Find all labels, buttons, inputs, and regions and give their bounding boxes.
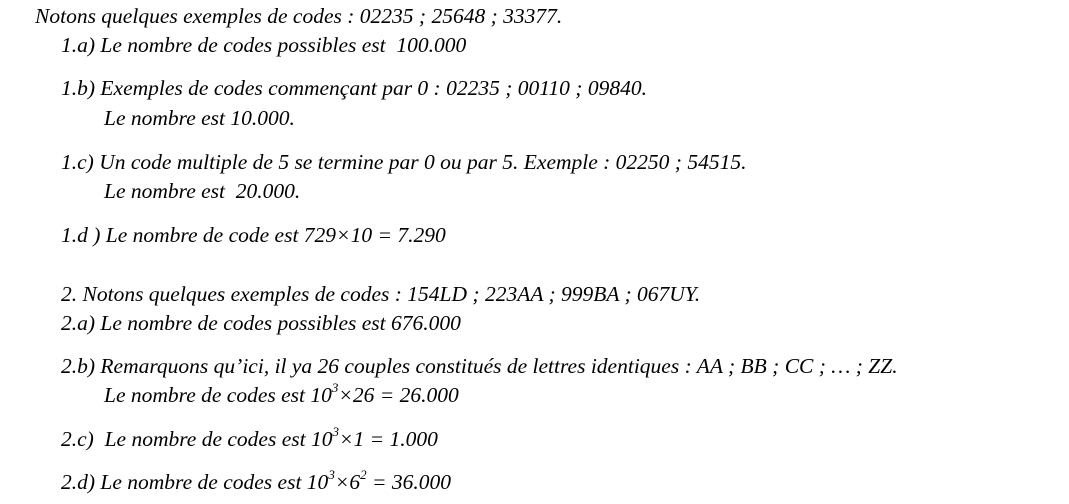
answer-2d-result: = 36.000 xyxy=(366,470,451,494)
answer-2a: 2.a) Le nombre de codes possibles est 676.000 xyxy=(61,311,461,335)
intro-line: Notons quelques exemples de codes : 02235 ; 25648 ; 33377. xyxy=(35,4,563,28)
answer-2d-exponent-2: 2 xyxy=(360,466,367,482)
answer-2b-result: ×26 = 26.000 xyxy=(338,383,459,407)
answer-1b-line1: 1.b) Exemples de codes commençant par 0 : 02235 ; 00110 ; 09840. xyxy=(61,76,647,100)
answer-1a: 1.a) Le nombre de codes possibles est 100.000 xyxy=(61,33,467,57)
answer-2b-line2 xyxy=(104,379,459,407)
answer-2c-text: 2.c) Le nombre de codes est 10 xyxy=(61,427,333,451)
answer-2c-exponent: 3 xyxy=(332,423,339,439)
answer-1c-line1: 1.c) Un code multiple de 5 se termine par 0 ou par 5. Exemple : 02250 ; 54515. xyxy=(61,150,747,174)
answer-2b-exponent: 3 xyxy=(331,379,339,395)
answer-2b-text: Le nombre de codes est 10 xyxy=(104,383,332,407)
answer-1c-line2: Le nombre est 20.000. xyxy=(104,179,301,203)
answer-1b-line2: Le nombre est 10.000. xyxy=(104,106,295,130)
answer-2d xyxy=(61,466,451,494)
answer-2c-result: ×1 = 1.000 xyxy=(338,427,438,451)
answer-2b-line1: 2.b) Remarquons qu’ici, il ya 26 couples constitués de lettres identiques : AA ; BB ; CC ; … ; ZZ. xyxy=(61,354,898,378)
answer-2d-mid: ×6 xyxy=(334,470,361,494)
part2-intro: 2. Notons quelques exemples de codes : 154LD ; 223AA ; 999BA ; 067UY. xyxy=(61,282,701,306)
answer-2d-exponent-1: 3 xyxy=(328,466,335,482)
answer-2c xyxy=(61,423,438,451)
answer-2d-text: 2.d) Le nombre de codes est 10 xyxy=(61,470,329,494)
answer-1d: 1.d ) Le nombre de code est 729×10 = 7.290 xyxy=(61,223,446,247)
